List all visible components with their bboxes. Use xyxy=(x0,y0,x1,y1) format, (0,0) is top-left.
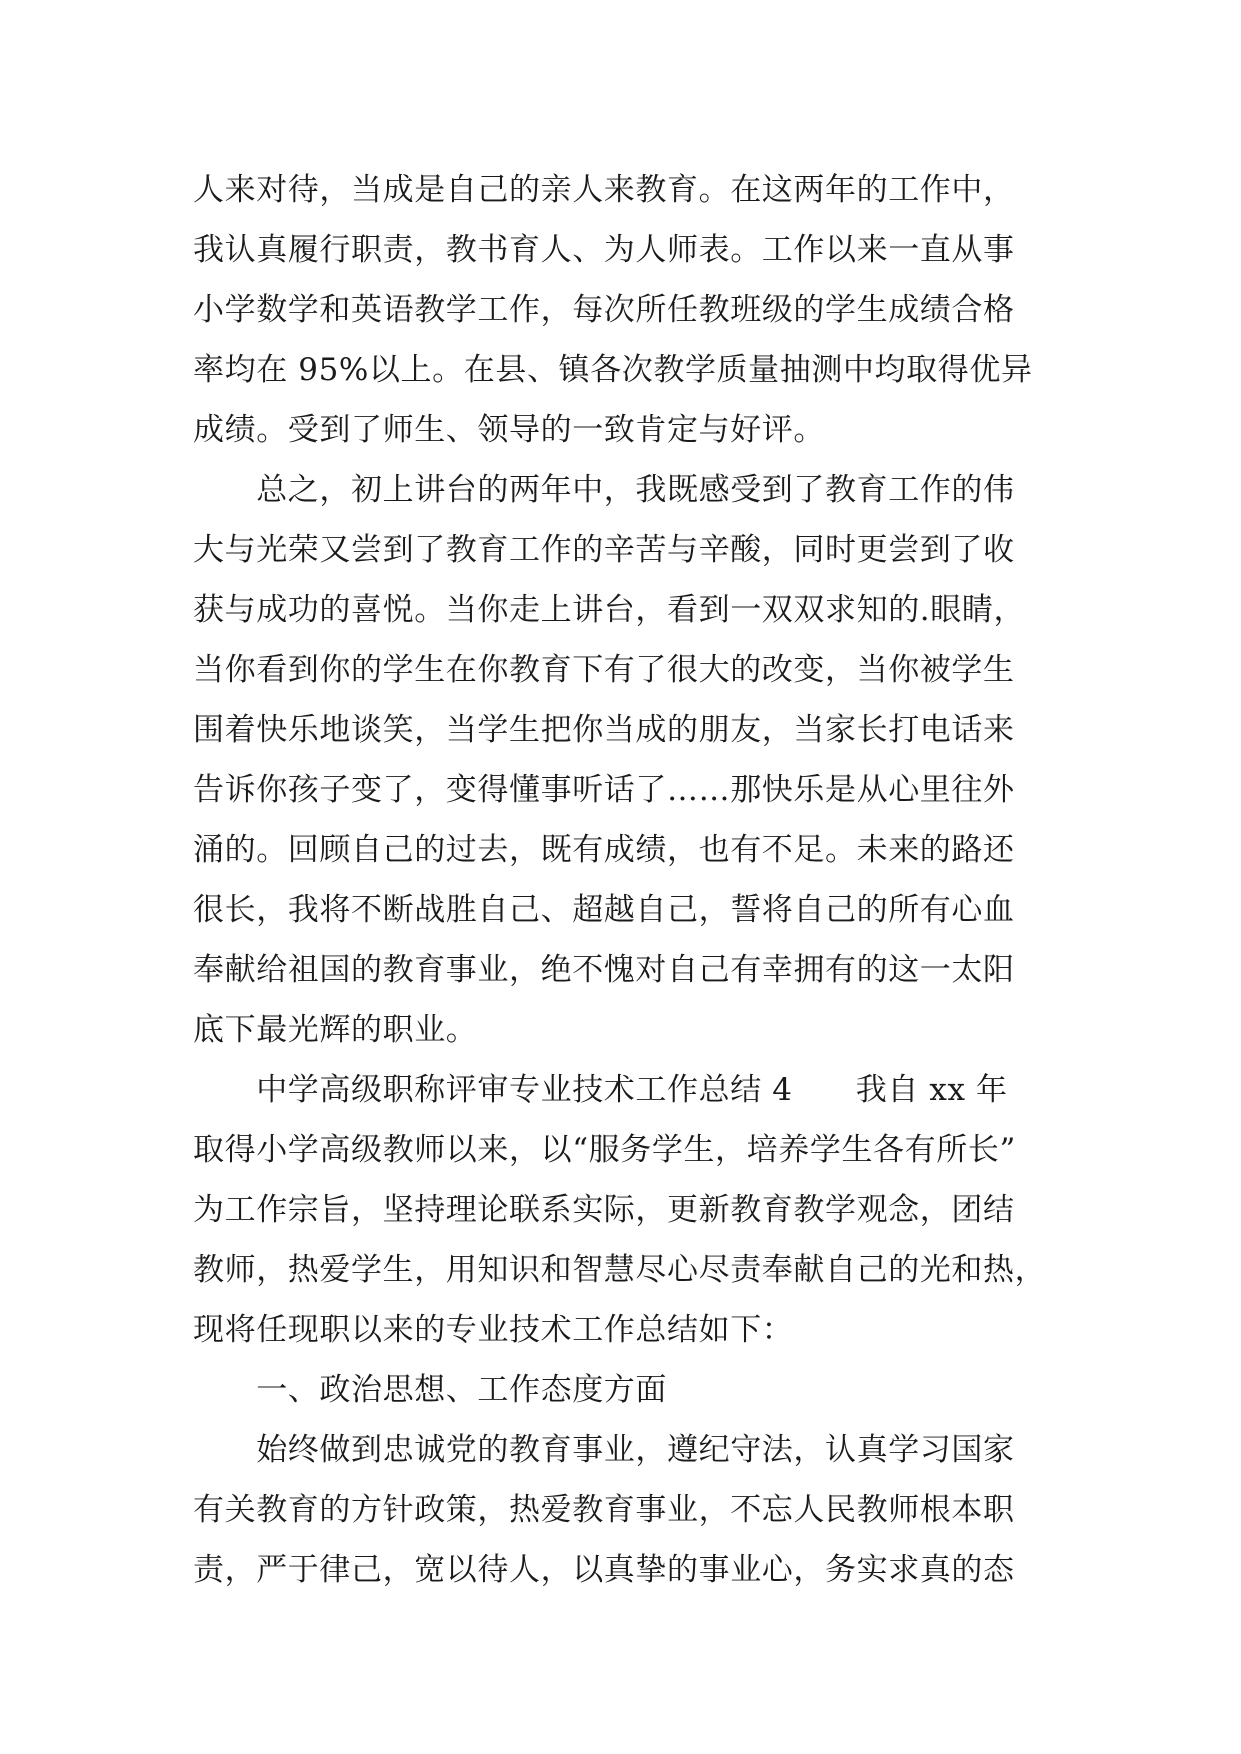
text-line: 涌的。回顾自己的过去，既有成绩，也有不足。未来的路还 xyxy=(193,832,1015,868)
text-line: 中学高级职称评审专业技术工作总结 4 我自 xx 年 xyxy=(193,1072,1008,1108)
text-line: 率均在 95%以上。在县、镇各次教学质量抽测中均取得优异 xyxy=(193,352,1033,388)
text-line: 教师，热爱学生，用知识和智慧尽心尽责奉献自己的光和热， xyxy=(193,1252,1047,1288)
text-line: 很长，我将不断战胜自己、超越自己，誓将自己的所有心血 xyxy=(193,892,1015,928)
text-line: 围着快乐地谈笑，当学生把你当成的朋友，当家长打电话来 xyxy=(193,712,1015,748)
section-heading: 一、政治思想、工作态度方面 xyxy=(193,1372,667,1408)
text-line: 取得小学高级教师以来，以“服务学生，培养学生各有所长” xyxy=(193,1132,1016,1168)
text-line: 成绩。受到了师生、领导的一致肯定与好评。 xyxy=(193,412,825,448)
text-line: 责，严于律己，宽以待人，以真挚的事业心，务实求真的态 xyxy=(193,1552,1015,1588)
text-line: 告诉你孩子变了，变得懂事听话了……那快乐是从心里往外 xyxy=(193,772,1015,808)
text-line: 有关教育的方针政策，热爱教育事业，不忘人民教师根本职 xyxy=(193,1492,1015,1528)
text-line: 为工作宗旨，坚持理论联系实际，更新教育教学观念，团结 xyxy=(193,1192,1015,1228)
text-line: 我认真履行职责，教书育人、为人师表。工作以来一直从事 xyxy=(193,232,1015,268)
text-line: 人来对待，当成是自己的亲人来教育。在这两年的工作中， xyxy=(193,172,1015,208)
text-line: 底下最光辉的职业。 xyxy=(193,1012,478,1048)
text-line: 奉献给祖国的教育事业，绝不愧对自己有幸拥有的这一太阳 xyxy=(193,952,1015,988)
text-line: 当你看到你的学生在你教育下有了很大的改变，当你被学生 xyxy=(193,652,1015,688)
text-line: 总之，初上讲台的两年中，我既感受到了教育工作的伟 xyxy=(193,472,1015,508)
text-line: 获与成功的喜悦。当你走上讲台，看到一双双求知的.眼睛， xyxy=(193,592,1026,628)
text-line: 大与光荣又尝到了教育工作的辛苦与辛酸，同时更尝到了收 xyxy=(193,532,1015,568)
text-line: 现将任现职以来的专业技术工作总结如下： xyxy=(193,1312,794,1348)
body-text xyxy=(193,160,1053,1600)
text-line: 始终做到忠诚党的教育事业，遵纪守法，认真学习国家 xyxy=(193,1432,1015,1468)
text-line: 小学数学和英语教学工作，每次所任教班级的学生成绩合格 xyxy=(193,292,1015,328)
